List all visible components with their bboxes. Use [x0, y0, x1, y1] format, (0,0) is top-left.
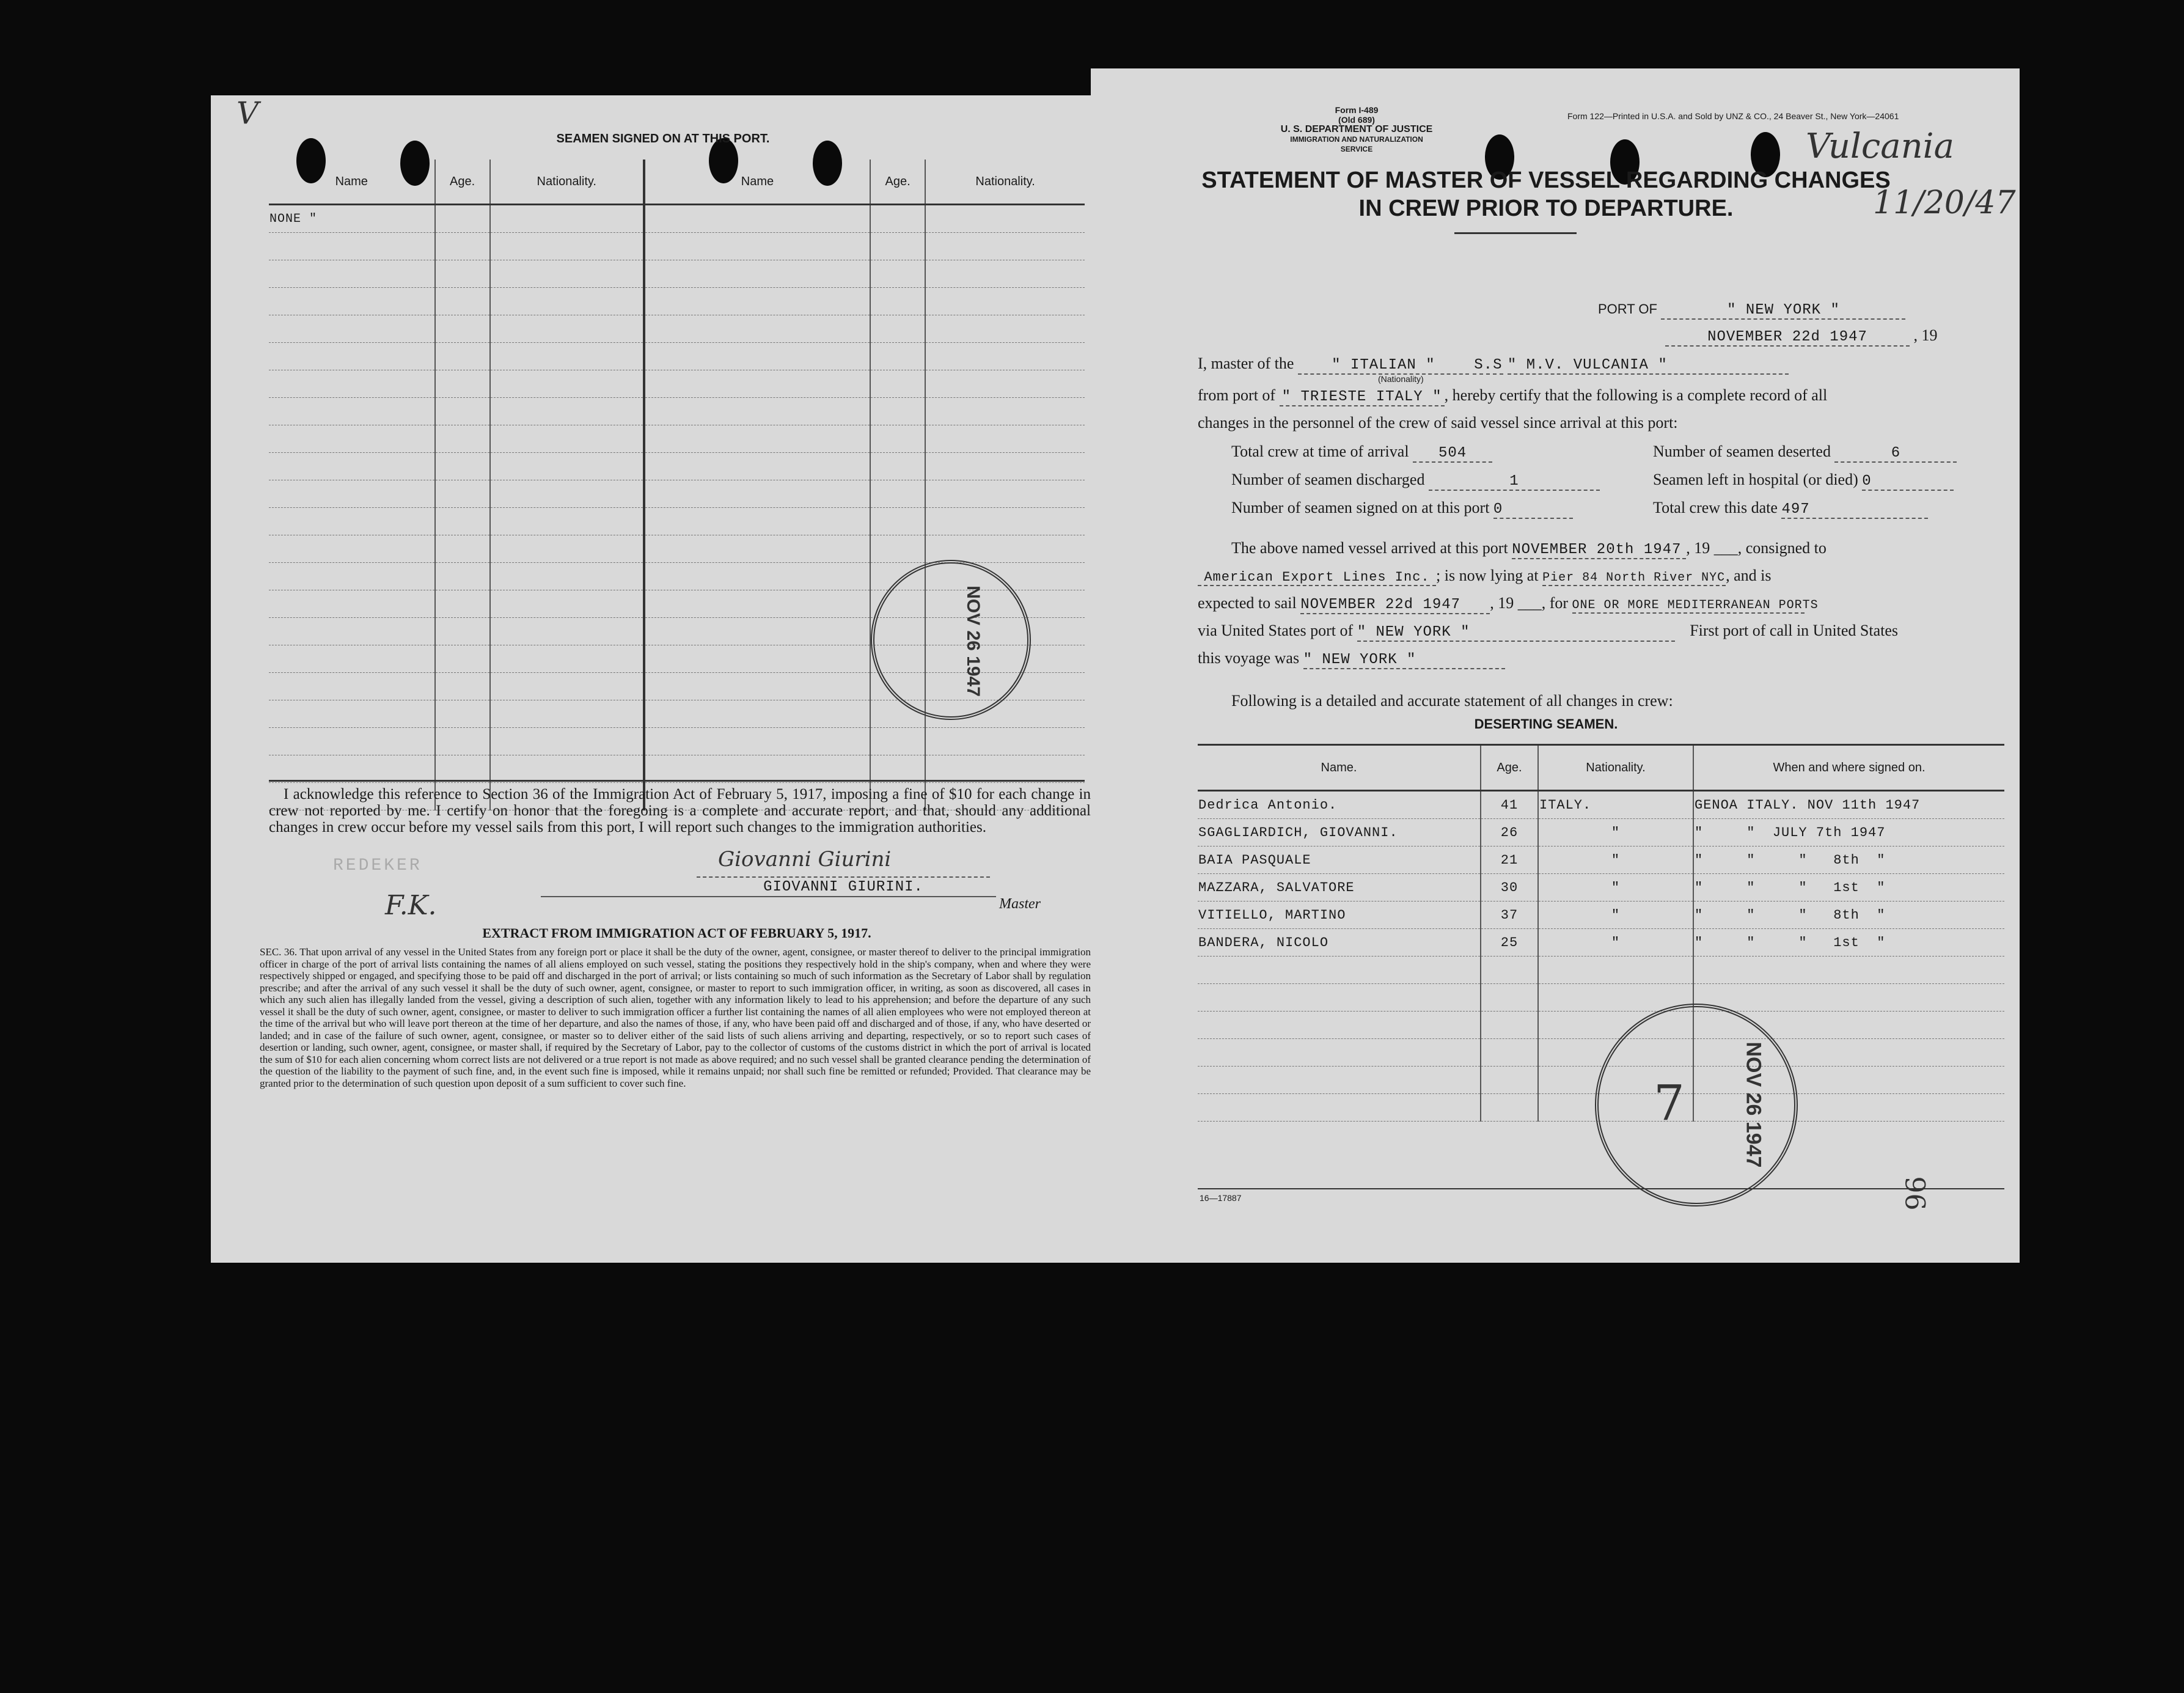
count-total-date: Total crew this date 497 [1653, 499, 1928, 519]
master-of-line: I, master of the " ITALIAN " S.S " M.V. VULCANIA " [1198, 354, 1789, 375]
date-stamp [871, 560, 1031, 720]
deserting-table [1198, 744, 2004, 1122]
nationality-field: " ITALIAN " [1298, 357, 1469, 375]
table-row [269, 755, 1085, 783]
ss-field: S.S [1474, 357, 1503, 373]
table-row [1198, 957, 2004, 984]
consignee-line: American Export Lines Inc. ; is now lying at Pier 84 North River NYC, and is [1198, 567, 1771, 586]
title-underline [1454, 232, 1577, 234]
stamp-mark: 7 [1654, 1074, 1685, 1131]
stamp-date: NOV 26 1947 [962, 586, 983, 697]
table-header: Nationality. [1538, 745, 1693, 791]
arrived-field: NOVEMBER 20th 1947 [1512, 542, 1686, 559]
date-stamp [1595, 1004, 1798, 1206]
port-of-line: PORT OF " NEW YORK " [1598, 299, 1905, 320]
page-number: 96 [1899, 1176, 1930, 1211]
table-row: Dedrica Antonio. 41 ITALY. GENOA ITALY. NOV 11th 1947 [1198, 791, 2004, 819]
footer-rule [1198, 1188, 2004, 1189]
from-port-field: " TRIESTE ITALY " [1280, 389, 1445, 406]
handwritten-ship-name: Vulcania [1806, 127, 1954, 166]
table-row [269, 480, 1085, 508]
right-page [1091, 68, 2020, 1263]
table-row [1198, 1012, 2004, 1039]
table-row [269, 508, 1085, 535]
table-header: When and where signed on. [1693, 745, 2004, 791]
count-deserted: Number of seamen deserted 6 [1653, 443, 1957, 463]
table-header: Age. [1481, 745, 1538, 791]
signature: Giovanni Giurini [718, 847, 892, 872]
count-signed-on: Number of seamen signed on at this port 0 [1231, 499, 1573, 519]
table-row [269, 260, 1085, 288]
date-field: NOVEMBER 22d 1947 [1665, 329, 1910, 347]
acknowledgment-text: I acknowledge this reference to Section 36 of the Immigration Act of February 5, 1917, imposing a fine of $10 for each change in crew not reported by me. I certify on honor that the foregoing is a complete and accurate report, and that, should any additional changes in crew occur before my vessel sails from this port, I will report such changes to the immigration authorities. [269, 786, 1091, 835]
table-row: BANDERA, NICOLO 25 " " " " 1st " [1198, 929, 2004, 957]
vessel-field: " M.V. VULCANIA " [1508, 357, 1789, 375]
date-line: NOVEMBER 22d 1947 , 19 [1665, 326, 1938, 347]
title-line-2: IN CREW PRIOR TO DEPARTURE. [1358, 196, 1734, 221]
via-field: " NEW YORK " [1357, 624, 1675, 642]
table-row [269, 535, 1085, 563]
service: IMMIGRATION AND NATURALIZATION SERVICE [1290, 135, 1423, 153]
table-row [269, 343, 1085, 370]
initials: F.K. [385, 890, 437, 921]
master-label: Master [999, 896, 1041, 912]
extract-text: SEC. 36. That upon arrival of any vessel in the United States from any foreign port or place it shall be the duty of the owner, agent, consignee, or master thereof to deliver to the principal immigration officer in charge of the port of arrival lists containing the names of all aliens employed on such vessel, stating the positions they respectively hold in the ship's company, when and where they were respectively shipped or engaged, and specifying those to be paid off and discharged in the port of arrival; or lists containing so much of such information as the Secretary of Labor shall by regulation prescribe; and after the arrival of any such vessel it shall be the duty of such owner, agent, consignee, or master to report to such immigration officer, in writing, as soon as discovered, all cases in which any such alien has illegally landed from the vessel, giving a description of such alien, together with any information likely to lead to his apprehension; and before the departure of any such vessel it shall be the duty of such owner, agent, consignee, or master to deliver to such immigration officer a further list containing the names of all alien employees who were not employed thereon at the time of the arrival but who will leave port thereon at the time of her departure, and also the names of those, if any, who have been paid off and discharged and of those, if any, who have deserted or landed; and in case of the failure of such owner, agent, consignee, or master so to deliver either of the said lists of such aliens arriving and departing, respectively, or so to report such cases of desertion or landing, such owner, agent, consignee, or master shall, if required by the Secretary of Labor, pay to the collector of customs of the customs district in which the port of arrival is located the sum of $10 for each alien concerning whom correct lists are not delivered or a true report is not made as above required; and no such vessel shall be granted clearance pending the determination of the question of the liability to the payment of such fine, and, in the event such fine is imposed, while it remains unpaid; nor shall such fine be remitted or refunded; Provided. That clearance may be granted prior to the determination of such question upon deposit of a sum sufficient to cover such fine. [260, 946, 1091, 1089]
voyage-field: " NEW YORK " [1303, 652, 1505, 669]
deserting-title: DESERTING SEAMEN. [1474, 716, 1618, 732]
consignee-field: American Export Lines Inc. [1198, 570, 1436, 586]
table-row [269, 728, 1085, 755]
table-row [269, 288, 1085, 315]
printer-note: Form 122—Printed in U.S.A. and Sold by UNZ & CO., 24 Beaver St., New York—24061 [1567, 111, 1899, 121]
table-row: SGAGLIARDICH, GIOVANNI. 26 " " " JULY 7th 1947 [1198, 819, 2004, 846]
table-row: BAIA PASQUALE 21 " " " " 8th " [1198, 846, 2004, 874]
count-discharged: Number of seamen discharged 1 [1231, 471, 1600, 491]
port-of-field: " NEW YORK " [1661, 302, 1905, 320]
table-header: Age. [870, 160, 925, 205]
extract-title: EXTRACT FROM IMMIGRATION ACT OF FEBRUARY 5, 1917. [482, 925, 871, 941]
table-row [269, 453, 1085, 480]
arrived-line: The above named vessel arrived at this port NOVEMBER 20th 1947 , 19 ___, consigned to [1231, 539, 1827, 558]
form-title [1195, 166, 1897, 222]
table-row: MAZZARA, SALVATORE 30 " " " " 1st " [1198, 874, 2004, 902]
stamp-date: NOV 26 1947 [1742, 1041, 1765, 1168]
title-line-1: STATEMENT OF MASTER OF VESSEL REGARDING CHANGES [1201, 167, 1891, 193]
table-header: Age. [435, 160, 490, 205]
table-row [269, 205, 1085, 233]
old-form-number: (Old 689) [1338, 115, 1375, 125]
following-text: Following is a detailed and accurate statement of all changes in crew: [1231, 692, 1673, 710]
table-row [269, 233, 1085, 260]
table-header: Name. [1198, 745, 1481, 791]
faded-stamp: REDEKER [333, 856, 422, 875]
changes-intro: changes in the personnel of the crew of said vessel since arrival at this port: [1198, 414, 1678, 432]
for-field: ONE OR MORE MEDITERRANEAN PORTS [1572, 598, 1819, 612]
table-row [269, 425, 1085, 453]
table-row [1198, 984, 2004, 1012]
sail-line: expected to sail NOVEMBER 22d 1947 , 19 ___, for ONE OR MORE MEDITERRANEAN PORTS [1198, 594, 1819, 613]
divider [269, 780, 1085, 782]
table-row [1198, 1039, 2004, 1067]
table-header: Nationality. [925, 160, 1085, 205]
table-row [269, 315, 1085, 343]
table-row: VITIELLO, MARTINO 37 " " " " 8th " [1198, 902, 2004, 929]
nationality-caption: (Nationality) [1378, 374, 1424, 384]
table-title: SEAMEN SIGNED ON AT THIS PORT. [556, 132, 770, 145]
top-mark: V [236, 95, 259, 131]
table-header: Nationality. [490, 160, 644, 205]
table-header: Name [269, 160, 435, 205]
count-hospital: Seamen left in hospital (or died) 0 [1653, 471, 1954, 491]
from-port-line: from port of " TRIESTE ITALY " , hereby certify that the following is a complete record of all [1198, 386, 1828, 405]
sail-field: NOVEMBER 22d 1947 [1300, 597, 1490, 614]
table-row [269, 370, 1085, 398]
voyage-line: this voyage was " NEW YORK " [1198, 649, 1505, 669]
department: U. S. DEPARTMENT OF JUSTICE [1280, 124, 1433, 134]
count-total-arrival: Total crew at time of arrival 504 [1231, 443, 1492, 463]
handwritten-date: 11/20/47 [1873, 185, 2016, 221]
table-row [269, 398, 1085, 425]
lying-field: Pier 84 North River NYC [1542, 571, 1726, 585]
table-header: Name [644, 160, 870, 205]
form-number: Form I-489 [1335, 105, 1379, 115]
form-header [1277, 105, 1436, 154]
signature-line [541, 896, 996, 897]
typed-master-name: GIOVANNI GIURINI. [697, 876, 990, 895]
table-cell: NONE " [269, 205, 435, 233]
via-line: via United States port of " NEW YORK " First port of call in United States [1198, 622, 1899, 641]
footer-code: 16—17887 [1200, 1193, 1242, 1203]
left-page [211, 95, 1091, 1263]
